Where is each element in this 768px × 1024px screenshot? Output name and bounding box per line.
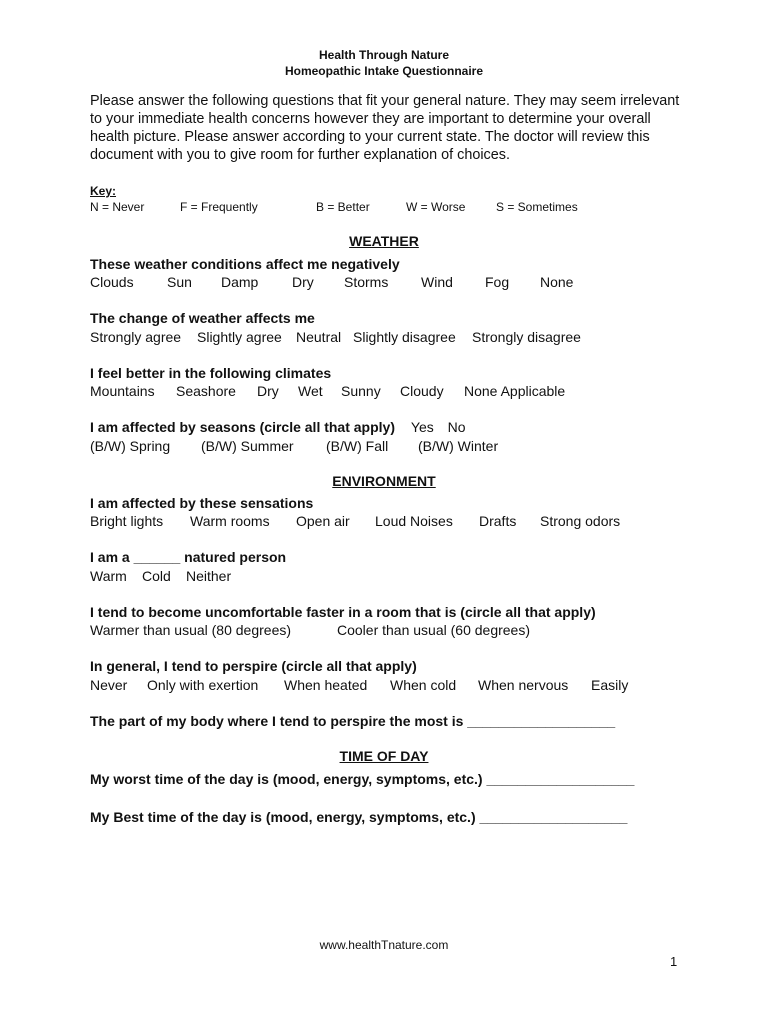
option-warmer-than-usual[interactable]: Warmer than usual (80 degrees) <box>90 622 292 638</box>
option-wet[interactable]: Wet <box>298 383 323 399</box>
option-when-nervous[interactable]: When nervous <box>478 677 569 693</box>
document-header <box>0 47 768 79</box>
option-cold[interactable]: Cold <box>142 568 171 584</box>
page-number: 1 <box>670 954 678 969</box>
key-item-sometimes: S = Sometimes <box>496 200 578 214</box>
question-weather-conditions <box>90 255 400 273</box>
option-neither[interactable]: Neither <box>186 568 232 584</box>
question-text: I am affected by seasons (circle all that apply) <box>90 419 395 435</box>
option-storms[interactable]: Storms <box>344 274 389 290</box>
question-text: My Best time of the day is (mood, energy, symptoms, etc.) ___________________ <box>90 809 628 825</box>
option-cooler-than-usual[interactable]: Cooler than usual (60 degrees) <box>337 622 531 638</box>
option-fall[interactable]: (B/W) Fall <box>326 438 389 454</box>
options-weather-conditions <box>90 273 710 291</box>
option-spring[interactable]: (B/W) Spring <box>90 438 171 454</box>
option-strong-odors[interactable]: Strong odors <box>540 513 621 529</box>
option-only-with-exertion[interactable]: Only with exertion <box>147 677 259 693</box>
answer-key <box>90 183 650 215</box>
question-perspire-body-part[interactable] <box>90 712 615 730</box>
question-worst-time[interactable] <box>90 770 634 788</box>
option-clouds[interactable]: Clouds <box>90 274 134 290</box>
option-open-air[interactable]: Open air <box>296 513 350 529</box>
options-room-comfort <box>90 621 710 639</box>
option-seashore[interactable]: Seashore <box>176 383 236 399</box>
question-weather-change <box>90 309 315 327</box>
intro-paragraph: Please answer the following questions that fit your general nature. They may seem irrelevant to your immediate health concerns however they are important to determine your overall health picture. Please answer according to your current state. The doctor will review this document with you to give room for further explanation of choices. <box>90 93 680 163</box>
option-sunny[interactable]: Sunny <box>341 383 381 399</box>
option-when-heated[interactable]: When heated <box>284 677 368 693</box>
option-warm-rooms[interactable]: Warm rooms <box>190 513 270 529</box>
option-never[interactable]: Never <box>90 677 128 693</box>
option-none[interactable]: None <box>540 274 574 290</box>
option-strongly-disagree[interactable]: Strongly disagree <box>472 329 581 345</box>
key-items <box>90 199 650 215</box>
option-easily[interactable]: Easily <box>591 677 629 693</box>
option-damp[interactable]: Damp <box>221 274 259 290</box>
key-item-frequently: F = Frequently <box>180 200 258 214</box>
question-seasons <box>90 418 466 436</box>
question-better-climates <box>90 364 331 382</box>
section-time-of-day: TIME OF DAY <box>339 748 429 764</box>
option-fog[interactable]: Fog <box>485 274 510 290</box>
options-weather-change <box>90 328 710 346</box>
question-text: My worst time of the day is (mood, energy, symptoms, etc.) ___________________ <box>90 771 635 787</box>
option-yes[interactable]: Yes <box>410 419 434 435</box>
option-warm[interactable]: Warm <box>90 568 127 584</box>
option-strongly-agree[interactable]: Strongly agree <box>90 329 182 345</box>
option-slightly-agree[interactable]: Slightly agree <box>197 329 282 345</box>
options-natured-person <box>90 567 710 585</box>
option-dry[interactable]: Dry <box>257 383 279 399</box>
option-wind[interactable]: Wind <box>421 274 453 290</box>
option-slightly-disagree[interactable]: Slightly disagree <box>353 329 456 345</box>
question-text: The change of weather affects me <box>90 310 315 326</box>
key-item-worse: W = Worse <box>406 200 466 214</box>
question-sensations <box>90 494 313 512</box>
key-item-never: N = Never <box>90 200 145 214</box>
section-environment: ENVIRONMENT <box>332 473 436 489</box>
option-summer[interactable]: (B/W) Summer <box>201 438 294 454</box>
question-text: I am affected by these sensations <box>90 495 314 511</box>
option-dry[interactable]: Dry <box>292 274 314 290</box>
footer-url: www.healthTnature.com <box>319 938 449 952</box>
key-item-better: B = Better <box>316 200 370 214</box>
question-natured-person <box>90 548 286 566</box>
option-mountains[interactable]: Mountains <box>90 383 155 399</box>
question-text: The part of my body where I tend to perspire the most is ___________________ <box>90 713 616 729</box>
options-better-climates <box>90 382 710 400</box>
option-when-cold[interactable]: When cold <box>390 677 457 693</box>
option-neutral[interactable]: Neutral <box>296 329 342 345</box>
clinic-name: Health Through Nature <box>318 48 449 62</box>
question-text: In general, I tend to perspire (circle all that apply) <box>90 658 417 674</box>
question-text: These weather conditions affect me negatively <box>90 256 400 272</box>
section-weather: WEATHER <box>349 233 419 249</box>
options-sensations <box>90 512 710 530</box>
option-drafts[interactable]: Drafts <box>479 513 517 529</box>
question-text: I tend to become uncomfortable faster in a room that is (circle all that apply) <box>90 604 596 620</box>
option-no[interactable]: No <box>447 419 466 435</box>
options-seasons <box>90 437 710 455</box>
document-title: Homeopathic Intake Questionnaire <box>284 64 484 78</box>
option-winter[interactable]: (B/W) Winter <box>418 438 499 454</box>
question-perspire <box>90 657 417 675</box>
key-title: Key: <box>90 184 117 198</box>
option-none-applicable[interactable]: None Applicable <box>464 383 566 399</box>
option-sun[interactable]: Sun <box>167 274 192 290</box>
question-best-time[interactable] <box>90 808 627 826</box>
question-room-comfort <box>90 603 596 621</box>
question-text: I feel better in the following climates <box>90 365 332 381</box>
option-loud-noises[interactable]: Loud Noises <box>375 513 453 529</box>
option-cloudy[interactable]: Cloudy <box>400 383 444 399</box>
option-bright-lights[interactable]: Bright lights <box>90 513 164 529</box>
options-perspire <box>90 676 710 694</box>
question-text: I am a ______ natured person <box>90 549 287 565</box>
